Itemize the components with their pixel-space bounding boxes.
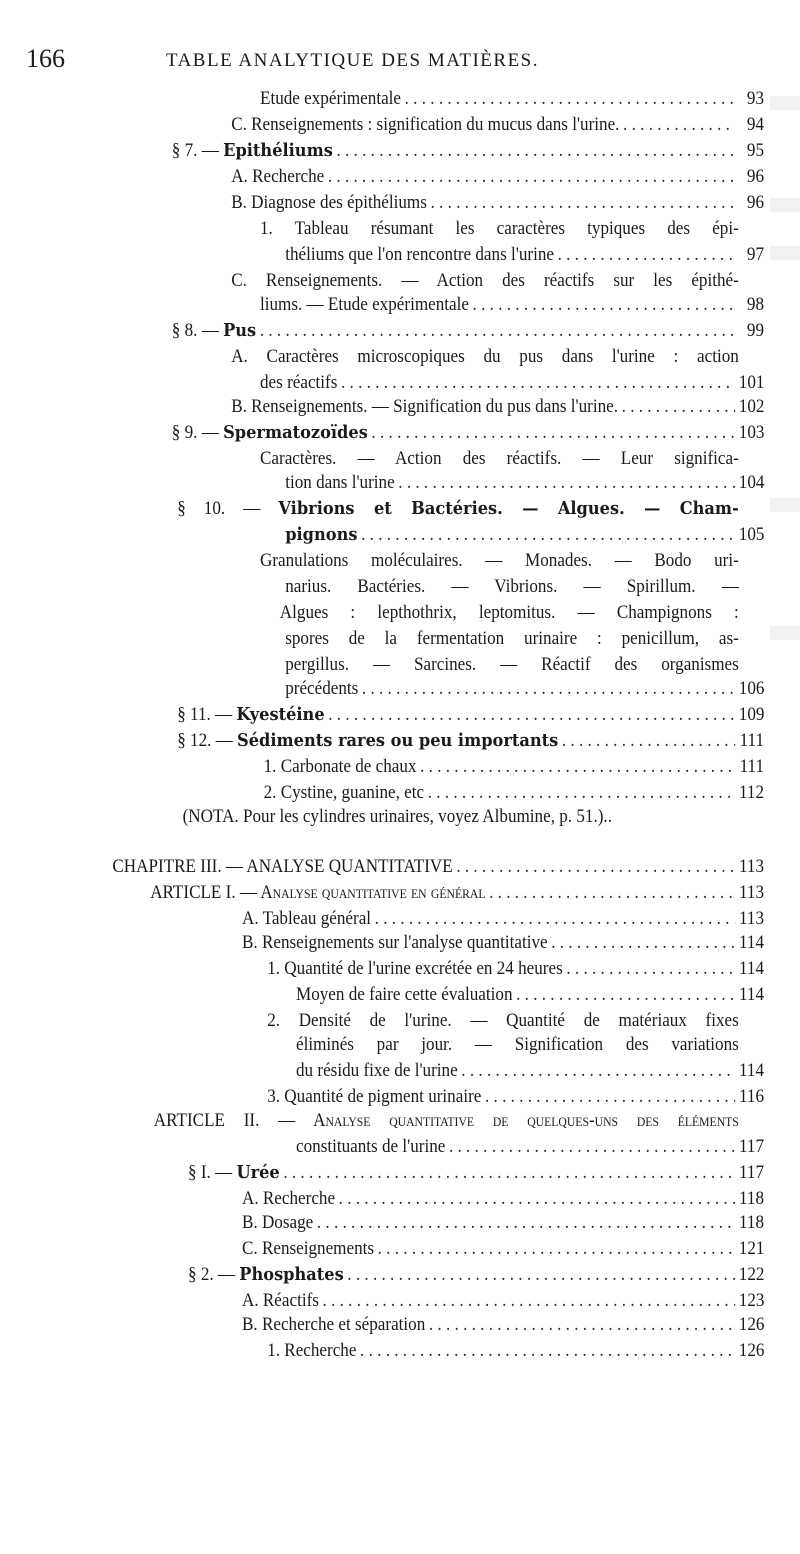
dot-leader: [420, 754, 735, 780]
page-ref: 99: [746, 320, 764, 341]
page-ref: 101: [738, 372, 765, 393]
toc-entry: [267, 1084, 764, 1110]
toc-entry-text: [177, 728, 558, 754]
toc-entry-text: Caractères. — Action des réactifs. — Leur significa-: [260, 448, 739, 469]
toc-entry-text: 1. Carbonate de chaux: [263, 756, 417, 777]
toc-entry: [172, 138, 764, 164]
toc-entry-text: C. Renseignements: [242, 1238, 375, 1259]
toc-entry-text: éliminés par jour. — Signification des variations: [296, 1034, 739, 1055]
toc-entry: [264, 780, 764, 806]
dot-leader: [558, 242, 736, 268]
dot-leader: [323, 1288, 736, 1314]
toc-entry-text: A. Tableau général: [242, 908, 372, 929]
page-ref: 114: [738, 984, 764, 1005]
toc-entry-text: du résidu fixe de l'urine: [296, 1060, 458, 1081]
page-ref: 93: [746, 88, 764, 109]
dot-leader: [623, 112, 735, 138]
toc-entry: [260, 86, 764, 112]
toc-entry-text: liums. — Etude expérimentale: [260, 294, 469, 315]
page-ref: 111: [739, 730, 764, 751]
toc-entry-text: Moyen de faire cette évaluation: [296, 984, 513, 1005]
toc-entry-text: A. Caractères microscopiques du pus dans l'urine : action: [231, 346, 739, 367]
toc-entry-text: [177, 496, 739, 522]
toc-entry: [260, 216, 764, 242]
dot-leader: [361, 522, 735, 548]
toc-entry-text: CHAPITRE III. — ANALYSE QUANTITATIVE: [112, 856, 453, 877]
toc-entry-text: [172, 318, 256, 344]
bleed-through-mark: [770, 246, 800, 260]
toc-entry-text: [188, 1160, 280, 1186]
toc-entry-text: 2. Densité de l'urine. — Quantité de matériaux fixes: [267, 1010, 739, 1031]
page-ref: 113: [738, 908, 764, 929]
toc-entry: [285, 652, 764, 678]
toc-entry-text: des réactifs: [260, 372, 338, 393]
page-ref: 102: [738, 396, 765, 417]
toc-entry: [296, 1032, 764, 1058]
dot-leader: [461, 1058, 735, 1084]
toc-entry: [280, 600, 764, 626]
toc-entry-text: 3. Quantité de pigment urinaire: [267, 1086, 482, 1107]
toc-entry: [231, 190, 764, 216]
toc-entry: [267, 956, 764, 982]
section-number: § 7. —: [171, 140, 224, 161]
toc-entry-text: [172, 138, 333, 164]
toc-entry-text: théliums que l'on rencontre dans l'urine: [285, 244, 554, 265]
section-title: Kyestéine: [236, 704, 325, 725]
page-ref: 126: [738, 1340, 765, 1361]
toc-entry: [260, 548, 764, 574]
toc-entry-text: A. Recherche: [231, 166, 325, 187]
section-title: Spermatozoïdes: [223, 422, 368, 443]
toc-entry-text: (NOTA. Pour les cylindres urinaires, voyez Albumine, p. 51.)..: [182, 806, 612, 827]
toc-entry: [285, 676, 764, 702]
page-ref: 116: [738, 1086, 764, 1107]
toc-entry: [188, 1262, 764, 1288]
toc-entry: [260, 446, 764, 472]
toc-entry: [183, 804, 764, 830]
toc-entry-text: 1. Recherche: [267, 1340, 357, 1361]
page-ref: 109: [738, 704, 765, 725]
page-number: 166: [26, 44, 65, 73]
dot-leader: [622, 394, 736, 420]
page-ref: 94: [746, 114, 764, 135]
toc-entry: [242, 1312, 764, 1338]
dot-leader: [283, 1160, 735, 1186]
toc-entry-text: B. Renseignements. — Signification du pus dans l'urine.: [231, 396, 619, 417]
dot-leader: [405, 86, 736, 112]
section-number: § 11. —: [177, 704, 237, 725]
toc-entry: [177, 728, 764, 754]
dot-leader: [428, 780, 735, 806]
dot-leader: [317, 1210, 735, 1236]
page-ref: 106: [738, 678, 765, 699]
page-ref: 96: [746, 166, 764, 187]
section-title: Pus: [223, 320, 257, 341]
dot-leader: [260, 318, 735, 344]
toc-entry-text: B. Diagnose des épithéliums: [231, 192, 427, 213]
toc-entry: [267, 1008, 764, 1034]
toc-entry: [267, 1338, 764, 1364]
bleed-through-mark: [770, 198, 800, 212]
toc-entry-text: [177, 702, 324, 728]
toc-entry-text: Granulations moléculaires. — Monades. — Bodo uri-: [260, 550, 739, 571]
section-number: § I. —: [188, 1162, 237, 1183]
section-title: Vibrions et Bactéries. — Algues. — Cham-: [278, 498, 739, 519]
toc-entry-text: C. Renseignements. — Action des réactifs sur les épithé-: [231, 270, 739, 291]
page-ref: 114: [738, 958, 764, 979]
toc-entry: [285, 242, 764, 268]
section-title: pignons: [285, 524, 358, 545]
toc-entry-text: A. Recherche: [242, 1188, 336, 1209]
dot-leader: [371, 420, 735, 446]
page-ref: 104: [738, 472, 765, 493]
toc-entry-text: Algues : lepthothrix, leptomitus. — Champignons :: [279, 602, 739, 623]
page-ref: 96: [746, 192, 764, 213]
toc-entry-text: 2. Cystine, guanine, etc: [263, 782, 425, 803]
section-number: § 10. —: [177, 498, 279, 519]
toc-entry: [231, 344, 764, 370]
bleed-through-mark: [770, 626, 800, 640]
toc-entry-text: 1. Quantité de l'urine excrétée en 24 heures: [267, 958, 563, 979]
section-title: Urée: [236, 1162, 280, 1183]
page-ref: 105: [738, 524, 765, 545]
dot-leader: [378, 1236, 736, 1262]
page-ref: 97: [746, 244, 764, 265]
toc-entry: [242, 906, 764, 932]
bleed-through-mark: [770, 498, 800, 512]
page-ref: 103: [738, 422, 765, 443]
page-ref: 123: [738, 1290, 765, 1311]
toc-entry-text: ARTICLE II. — Analyse quantitative de quelques-uns des éléments: [153, 1110, 739, 1131]
toc-entry-text: [285, 522, 357, 548]
dot-leader: [339, 1186, 736, 1212]
dot-leader: [551, 930, 735, 956]
bleed-through-mark: [770, 96, 800, 110]
toc-entry-text: tion dans l'urine: [285, 472, 395, 493]
toc-entry-text: C. Renseignements : signification du mucus dans l'urine.: [231, 114, 620, 135]
dot-leader: [398, 470, 735, 496]
page-ref: 112: [738, 782, 764, 803]
toc-entry-text: ARTICLE I. — Analyse quantitative en général: [150, 882, 486, 903]
page-ref: 118: [738, 1212, 764, 1233]
section-number: § 2. —: [188, 1264, 240, 1285]
toc-entry: [231, 112, 764, 138]
toc-entry-text: pergillus. — Sarcines. — Réactif des organismes: [285, 654, 739, 675]
dot-leader: [485, 1084, 735, 1110]
toc-entry-text: [172, 420, 368, 446]
toc-entry: [242, 1210, 764, 1236]
section-title: Epithéliums: [223, 140, 333, 161]
page-ref: 126: [738, 1314, 765, 1335]
page-ref: 114: [738, 1060, 764, 1081]
toc-entry: [172, 318, 764, 344]
dot-leader: [562, 728, 735, 754]
toc-entry-text: narius. Bactéries. — Vibrions. — Spirillum. —: [285, 576, 739, 597]
toc-entry: [154, 1108, 764, 1134]
toc-entry: [242, 1186, 764, 1212]
page-ref: 114: [738, 932, 764, 953]
toc-entry-text: B. Recherche et séparation: [242, 1314, 426, 1335]
toc-entry: [260, 370, 764, 396]
toc-entry: [285, 574, 764, 600]
toc-entry: [285, 522, 764, 548]
section-number: § 8. —: [171, 320, 224, 341]
toc-entry-text: [188, 1262, 344, 1288]
dot-leader: [328, 164, 735, 190]
section-number: § 9. —: [171, 422, 224, 443]
toc-entry: [242, 1236, 764, 1262]
toc-entry: [242, 1288, 764, 1314]
section-title: Phosphates: [239, 1264, 344, 1285]
toc-entry-text: B. Dosage: [242, 1212, 314, 1233]
dot-leader: [566, 956, 735, 982]
toc-entry: [231, 268, 764, 294]
dot-leader: [360, 1338, 735, 1364]
page-ref: 122: [738, 1264, 765, 1285]
toc-entry: [296, 982, 764, 1008]
toc-entry: [264, 754, 764, 780]
toc-entry: [285, 470, 764, 496]
toc-entry: [296, 1134, 764, 1160]
dot-leader: [430, 190, 735, 216]
toc-entry-text: A. Réactifs: [242, 1290, 319, 1311]
dot-leader: [449, 1134, 735, 1160]
dot-leader: [347, 1262, 735, 1288]
toc-entry-text: constituants de l'urine: [296, 1136, 446, 1157]
toc-entry: [285, 626, 764, 652]
page-ref: 98: [746, 294, 764, 315]
toc-entry: [177, 702, 764, 728]
page-ref: 111: [739, 756, 764, 777]
toc-entry: [112, 854, 764, 880]
toc-entry-text: Etude expérimentale: [260, 88, 402, 109]
toc-entry: [172, 420, 764, 446]
dot-leader: [328, 702, 735, 728]
toc-entry: [150, 880, 764, 906]
dot-leader: [341, 370, 735, 396]
page-ref: 118: [738, 1188, 764, 1209]
page-ref: 113: [738, 856, 764, 877]
toc-entry: [231, 394, 764, 420]
section-title: Sédiments rares ou peu importants: [237, 730, 559, 751]
toc-entry: [260, 292, 764, 318]
page-ref: 113: [738, 882, 764, 903]
page-ref: 117: [738, 1162, 764, 1183]
toc-entry: [231, 164, 764, 190]
page-ref: 95: [746, 140, 764, 161]
dot-leader: [362, 676, 735, 702]
dot-leader: [429, 1312, 735, 1338]
toc-entry-text: 1. Tableau résumant les caractères typiques des épi-: [260, 218, 739, 239]
toc-entry-text: précédents: [285, 678, 359, 699]
dot-leader: [336, 138, 735, 164]
dot-leader: [473, 292, 736, 318]
toc-entry-text: B. Renseignements sur l'analyse quantitative: [242, 932, 548, 953]
toc-entry: [242, 930, 764, 956]
dot-leader: [375, 906, 736, 932]
page-ref: 117: [738, 1136, 764, 1157]
dot-leader: [516, 982, 735, 1008]
dot-leader: [489, 880, 735, 906]
running-title: TABLE ANALYTIQUE DES MATIÈRES.: [166, 50, 540, 71]
toc-entry: [177, 496, 764, 522]
toc-entry: [188, 1160, 764, 1186]
toc-entry: [296, 1058, 764, 1084]
page-ref: 121: [738, 1238, 765, 1259]
section-number: § 12. —: [177, 730, 238, 751]
dot-leader: [456, 854, 735, 880]
toc-entry-text: spores de la fermentation urinaire : penicillum, as-: [285, 628, 739, 649]
